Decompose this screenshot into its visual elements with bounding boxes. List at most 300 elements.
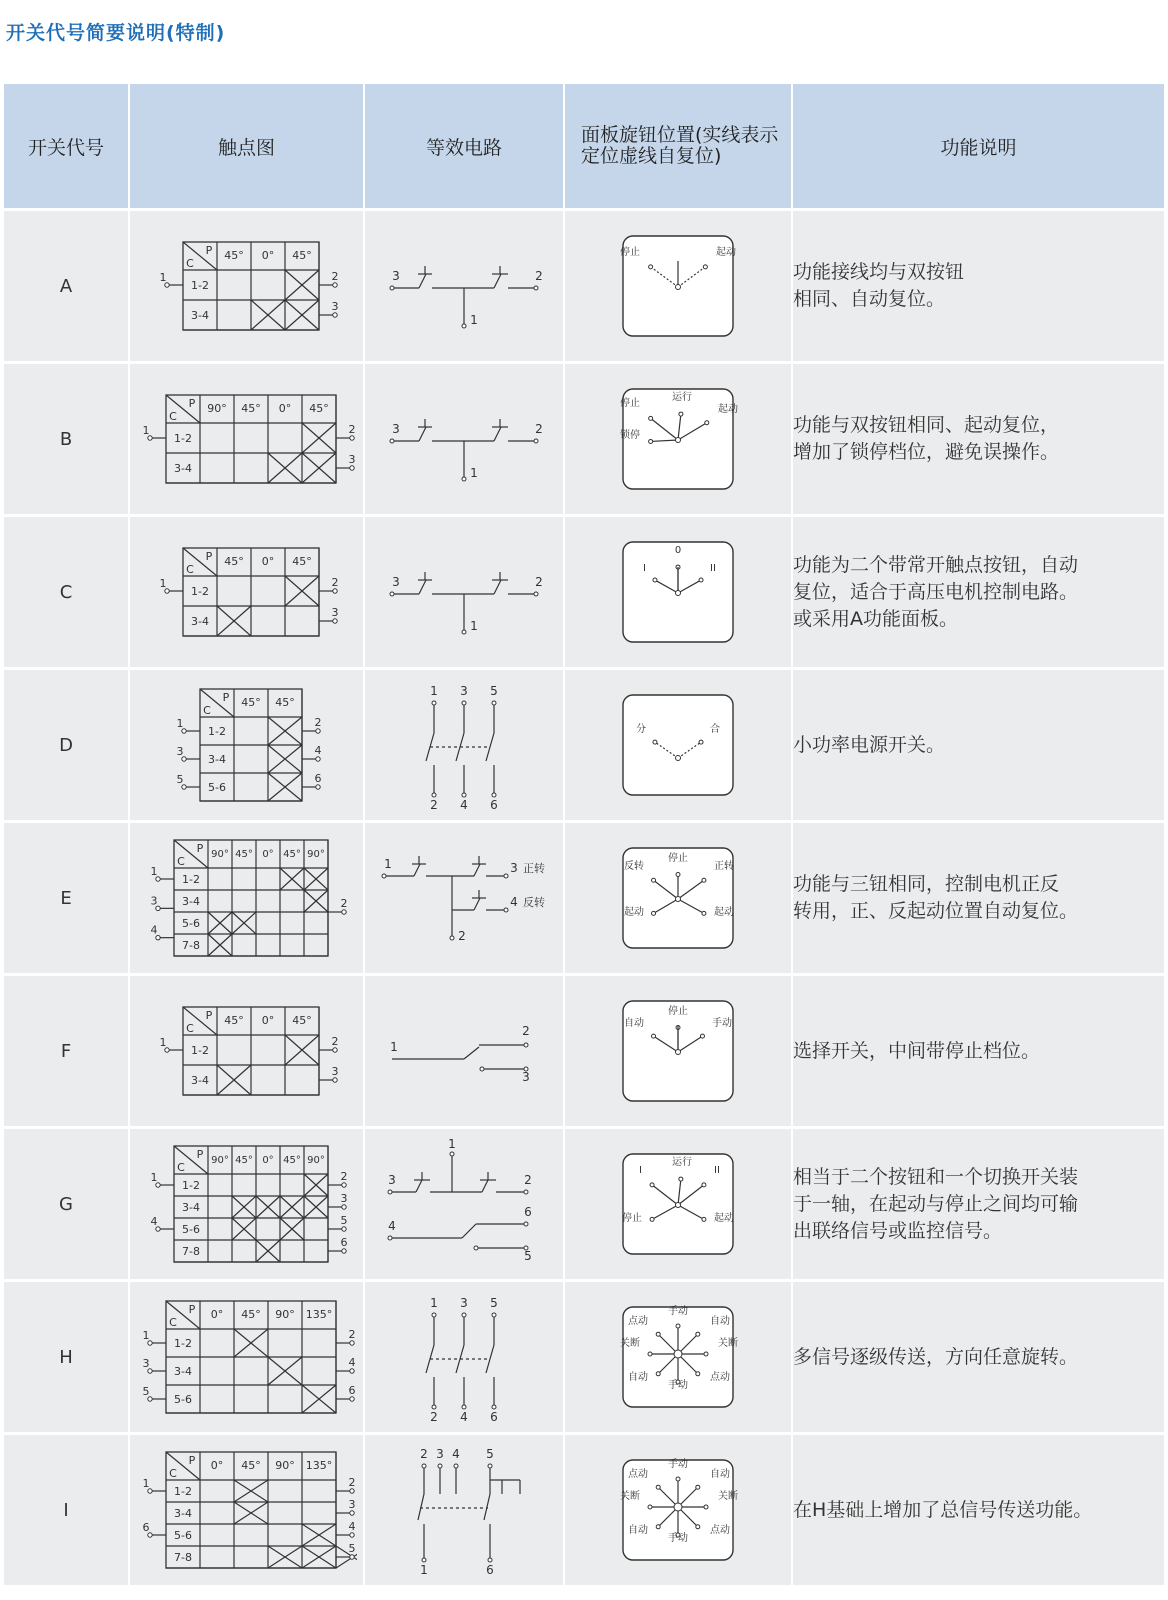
panel-knob-cell	[564, 1281, 792, 1434]
knob-position-label: I	[639, 1165, 642, 1176]
knob-position-label: 0	[674, 545, 682, 556]
c-label: C	[185, 1022, 194, 1035]
function-line: 增加了锁停档位，避免误操作。	[793, 441, 1060, 463]
terminal-label: 6	[340, 1236, 347, 1249]
contact-closed-mark	[268, 453, 302, 483]
row-label: 3-4	[207, 753, 226, 766]
contact-diagram-cell	[129, 1434, 364, 1586]
row-label: 3-4	[173, 1365, 192, 1378]
terminal-label: 2	[535, 269, 543, 283]
knob-position-label: 自动	[628, 1372, 648, 1383]
angle-label: 0°	[261, 555, 274, 568]
terminal-label: 3	[460, 684, 468, 698]
p-label: P	[205, 244, 212, 257]
terminal-label: 4	[150, 1215, 157, 1228]
row-label: 1-2	[181, 1179, 200, 1192]
contact-closed-mark	[285, 1035, 319, 1065]
contact-closed-mark	[256, 1240, 280, 1262]
equivalent-circuit-cell	[364, 669, 564, 822]
terminal-label: 1	[142, 1477, 149, 1490]
terminal-label: 3	[331, 300, 338, 313]
row-label: 1-2	[190, 585, 209, 598]
knob-position-label: 起动	[714, 907, 734, 918]
equivalent-circuit-cell	[364, 975, 564, 1128]
p-label: P	[205, 550, 212, 563]
contact-closed-mark	[302, 1546, 336, 1568]
switch-code: D	[4, 669, 129, 822]
terminal-label: 2	[331, 1035, 338, 1048]
terminal-label: 3	[392, 422, 400, 436]
terminal-label: 3	[392, 269, 400, 283]
equivalent-circuit	[374, 369, 554, 509]
panel-knob-cell	[564, 516, 792, 669]
terminal-label: 1	[448, 1137, 456, 1151]
knob-position-label: 手动	[668, 1380, 688, 1391]
terminal-label: 2	[535, 575, 543, 589]
table-row	[4, 1128, 1164, 1281]
knob-position-label: 自动	[710, 1316, 730, 1327]
knob-position-label: 起动	[714, 1213, 734, 1224]
c-label: C	[202, 704, 211, 717]
contact-closed-mark	[280, 868, 304, 890]
terminal-label: 正转	[523, 862, 545, 875]
header-contact-diagram: 触点图	[129, 84, 364, 210]
terminal-label: 5	[176, 773, 183, 786]
angle-label: 45°	[240, 1459, 261, 1472]
function-line: 或采用A功能面板。	[793, 607, 958, 630]
terminal-label: 3	[348, 1498, 355, 1511]
terminal-label: 3	[388, 1173, 396, 1187]
panel-knob-diagram	[608, 374, 748, 504]
terminal-label: 6	[348, 1384, 355, 1397]
terminal-label: 1	[159, 1036, 166, 1049]
angle-label: 45°	[291, 1014, 312, 1027]
terminal-label: 3	[436, 1447, 444, 1461]
function-line: 功能与双按钮相同、起动复位，	[793, 414, 1060, 436]
contact-closed-mark	[304, 1196, 328, 1218]
terminal-label: 6	[524, 1205, 532, 1219]
terminal-label: 1	[159, 577, 166, 590]
contact-diagram	[137, 1440, 357, 1580]
terminal-label: 1	[420, 1563, 428, 1577]
panel-knob-diagram	[608, 221, 748, 351]
function-description	[792, 822, 1164, 975]
panel-knob-cell	[564, 669, 792, 822]
contact-diagram	[137, 369, 357, 509]
switch-code: B	[4, 363, 129, 516]
page-title: 开关代号简要说明(特制)	[6, 22, 226, 44]
switch-code: F	[4, 975, 129, 1128]
angle-label: 45°	[291, 249, 312, 262]
contact-closed-mark	[217, 1065, 251, 1095]
row-label: 1-2	[173, 1337, 192, 1350]
function-description	[792, 669, 1164, 822]
terminal-label: 6	[486, 1563, 494, 1577]
contact-closed-mark	[232, 1196, 256, 1218]
contact-closed-mark	[232, 912, 256, 934]
equivalent-circuit-cell	[364, 1434, 564, 1586]
contact-diagram	[137, 828, 357, 968]
terminal-label: 4	[460, 1410, 468, 1424]
terminal-label: 1	[150, 1171, 157, 1184]
function-line: 多信号逐级传送，方向任意旋转。	[793, 1345, 1079, 1368]
terminal-label: 1	[384, 857, 392, 871]
terminal-label: 1	[142, 1329, 149, 1342]
terminal-label: 2	[348, 423, 355, 436]
terminal-label: 1	[159, 271, 166, 284]
row-label: 3-4	[181, 895, 200, 908]
contact-closed-mark	[234, 1502, 268, 1524]
table-row	[4, 516, 1164, 669]
terminal-label: 3	[331, 606, 338, 619]
row-label: 1-2	[190, 1044, 209, 1057]
panel-knob-cell	[564, 822, 792, 975]
panel-knob-cell	[564, 975, 792, 1128]
contact-closed-mark	[285, 576, 319, 606]
knob-position-label: 锁停	[620, 430, 640, 441]
terminal-label: 3	[340, 1192, 347, 1205]
terminal-label: 3	[348, 453, 355, 466]
function-line: 转用，正、反起动位置自动复位。	[793, 900, 1079, 922]
equivalent-circuit-cell	[364, 1281, 564, 1434]
contact-closed-mark	[208, 934, 232, 956]
c-label: C	[168, 1316, 177, 1329]
c-label: C	[176, 855, 185, 868]
p-label: P	[188, 1454, 195, 1467]
terminal-label: 1	[176, 717, 183, 730]
row-label: 1-2	[181, 873, 200, 886]
table-row	[4, 1434, 1164, 1586]
panel-knob-cell	[564, 1434, 792, 1586]
knob-position-label: II	[714, 1165, 720, 1176]
terminal-label: 4	[452, 1447, 460, 1461]
equivalent-circuit-cell	[364, 1128, 564, 1281]
function-line: 功能为二个带常开触点按钮，自动	[793, 553, 1079, 576]
contact-diagram	[137, 216, 357, 356]
switch-code-table	[4, 84, 1164, 1585]
contact-diagram	[137, 522, 357, 662]
knob-position-label: 关断	[620, 1491, 640, 1502]
function-description	[792, 1434, 1164, 1586]
terminal-label: 3	[392, 575, 400, 589]
contact-closed-mark	[268, 773, 302, 801]
equivalent-circuit	[374, 216, 554, 356]
panel-knob-diagram	[608, 1139, 748, 1269]
terminal-label: 3	[150, 894, 157, 908]
p-label: P	[196, 842, 203, 855]
contact-closed-mark	[304, 890, 328, 912]
terminal-label: 1	[150, 865, 157, 878]
terminal-label: 5	[524, 1249, 532, 1263]
terminal-label: 1	[430, 684, 438, 698]
contact-diagram	[137, 1134, 357, 1274]
angle-label: 45°	[274, 696, 295, 709]
p-label: P	[222, 691, 229, 704]
table-row	[4, 975, 1164, 1128]
function-line: 功能接线均与双按钮	[793, 261, 965, 283]
switch-code: C	[4, 516, 129, 669]
contact-diagram-cell	[129, 975, 364, 1128]
contact-diagram-cell	[129, 516, 364, 669]
panel-knob-diagram	[608, 527, 748, 657]
row-label: 3-4	[181, 1201, 200, 1214]
angle-label: 45°	[223, 555, 244, 568]
angle-label: 135°	[305, 1459, 332, 1472]
knob-position-label: 自动	[624, 1018, 644, 1029]
terminal-label: 6	[490, 798, 498, 812]
contact-diagram-cell	[129, 1281, 364, 1434]
table-row	[4, 1281, 1164, 1434]
terminal-label: 1	[430, 1296, 438, 1310]
panel-knob-cell	[564, 210, 792, 363]
panel-knob-diagram	[608, 1445, 748, 1575]
terminal-label: 5	[490, 684, 498, 698]
terminal-label: 2	[348, 1476, 355, 1489]
table-row	[4, 669, 1164, 822]
function-line: 小功率电源开关。	[793, 733, 946, 756]
angle-label: 90°	[274, 1308, 295, 1321]
angle-label: 0°	[261, 249, 274, 262]
angle-label: 45°	[308, 402, 329, 415]
panel-knob-cell	[564, 363, 792, 516]
angle-label: 90°	[274, 1459, 295, 1472]
row-label: 5-6	[181, 1223, 200, 1236]
function-line: 选择开关，中间带停止档位。	[793, 1039, 1041, 1062]
terminal-label: 1	[470, 313, 478, 327]
switch-code: H	[4, 1281, 129, 1434]
angle-label: 0°	[210, 1459, 223, 1472]
terminal-label: 2	[420, 1447, 428, 1461]
c-label: C	[185, 563, 194, 576]
terminal-label: 1	[142, 424, 149, 437]
knob-position-label: 点动	[628, 1469, 648, 1480]
function-line: 于一轴，在起动与停止之间均可输	[793, 1192, 1079, 1215]
function-line: 相同、自动复位。	[793, 288, 946, 310]
knob-position-label: 点动	[710, 1372, 730, 1383]
terminal-label: 6	[490, 1410, 498, 1424]
angle-label: 135°	[305, 1308, 332, 1321]
contact-closed-mark	[268, 717, 302, 745]
contact-diagram	[137, 1287, 357, 1427]
terminal-label: 5	[142, 1385, 149, 1398]
knob-position-label: 关断	[718, 1338, 738, 1349]
row-label: 7-8	[173, 1551, 192, 1564]
angle-label: 90°	[210, 849, 229, 860]
panel-knob-diagram	[608, 1292, 748, 1422]
knob-position-label: 正转	[714, 861, 734, 872]
knob-position-label: 手动	[668, 1459, 688, 1470]
terminal-label: 5	[348, 1542, 355, 1555]
function-line: 复位，适合于高压电机控制电路。	[793, 580, 1079, 603]
row-label: 5-6	[173, 1393, 192, 1406]
knob-position-label: 自动	[710, 1469, 730, 1480]
terminal-label: 6	[142, 1521, 149, 1534]
function-description	[792, 516, 1164, 669]
terminal-label: 3	[142, 1357, 149, 1370]
contact-diagram-cell	[129, 669, 364, 822]
knob-position-label: 关断	[620, 1338, 640, 1349]
contact-closed-mark	[285, 300, 319, 330]
function-description	[792, 210, 1164, 363]
knob-position-label: 起动	[624, 907, 644, 918]
knob-panel-frame	[623, 695, 733, 795]
equivalent-circuit-cell	[364, 516, 564, 669]
knob-position-label: I	[643, 563, 646, 574]
function-description	[792, 1281, 1164, 1434]
knob-position-label: 停止	[622, 1213, 642, 1224]
angle-label: 45°	[282, 1155, 301, 1166]
terminal-label: 3	[460, 1296, 468, 1310]
terminal-label: 5	[490, 1296, 498, 1310]
switch-code: I	[4, 1434, 129, 1586]
c-label: C	[168, 1467, 177, 1480]
angle-label: 90°	[306, 849, 325, 860]
contact-closed-mark	[304, 1174, 328, 1196]
panel-knob-diagram	[608, 680, 748, 810]
contact-closed-mark	[302, 453, 336, 483]
panel-knob-diagram	[608, 986, 748, 1116]
terminal-label: 3	[522, 1070, 530, 1084]
row-label: 5-6	[181, 917, 200, 930]
terminal-label: 2	[458, 929, 466, 943]
angle-label: 0°	[261, 849, 274, 860]
contact-closed-mark	[268, 1357, 302, 1385]
row-label: 3-4	[173, 462, 192, 475]
knob-position-label: 反转	[624, 861, 644, 872]
equivalent-circuit-cell	[364, 210, 564, 363]
table-row	[4, 210, 1164, 363]
equivalent-circuit	[374, 1287, 554, 1427]
row-label: 1-2	[190, 279, 209, 292]
angle-label: 0°	[278, 402, 291, 415]
function-description	[792, 1128, 1164, 1281]
knob-position-label: 运行	[672, 392, 692, 403]
function-description	[792, 975, 1164, 1128]
contact-closed-mark	[268, 1546, 302, 1568]
contact-diagram-cell	[129, 363, 364, 516]
function-line: 功能与三钮相同，控制电机正反	[793, 873, 1060, 895]
angle-label: 0°	[261, 1155, 274, 1166]
row-label: 5-6	[207, 781, 226, 794]
terminal-label: 2	[348, 1328, 355, 1341]
p-label: P	[196, 1148, 203, 1161]
terminal-label: 3	[331, 1065, 338, 1078]
p-label: P	[205, 1009, 212, 1022]
contact-closed-mark	[268, 745, 302, 773]
terminal-label: 5	[486, 1447, 494, 1461]
contact-closed-mark	[304, 868, 328, 890]
header-code: 开关代号	[4, 84, 129, 210]
contact-closed-mark	[302, 1385, 336, 1413]
terminal-label: 3	[176, 745, 183, 758]
header-equivalent-circuit: 等效电路	[364, 84, 564, 210]
terminal-label: 反转	[523, 896, 545, 909]
p-label: P	[188, 397, 195, 410]
switch-code: A	[4, 210, 129, 363]
knob-position-label: 关断	[718, 1491, 738, 1502]
angle-label: 45°	[240, 696, 261, 709]
contact-closed-mark	[234, 1480, 268, 1502]
terminal-label: 2	[522, 1024, 530, 1038]
terminal-label: 4	[314, 744, 321, 757]
knob-position-label: 点动	[710, 1525, 730, 1536]
knob-position-label: 合	[710, 724, 720, 735]
terminal-label: 4	[150, 923, 157, 937]
row-label: 3-4	[190, 615, 209, 628]
knob-position-label: 点动	[628, 1316, 648, 1327]
terminal-label: 2	[340, 897, 347, 910]
knob-position-label: 手动	[712, 1018, 732, 1029]
terminal-label: 4	[510, 895, 518, 909]
equivalent-circuit	[374, 1440, 554, 1580]
row-label: 3-4	[190, 309, 209, 322]
terminal-label: 2	[524, 1173, 532, 1187]
angle-label: 45°	[240, 402, 261, 415]
contact-diagram-cell	[129, 210, 364, 363]
equivalent-circuit	[374, 981, 554, 1121]
contact-closed-mark	[302, 1524, 336, 1546]
contact-diagram-cell	[129, 822, 364, 975]
terminal-label: 2	[331, 270, 338, 283]
angle-label: 45°	[223, 249, 244, 262]
terminal-label: 4	[388, 1219, 396, 1233]
terminal-label: 6	[314, 772, 321, 785]
terminal-label: 4	[460, 798, 468, 812]
terminal-label: 2	[535, 422, 543, 436]
contact-diagram-cell	[129, 1128, 364, 1281]
terminal-label: 4	[348, 1520, 355, 1533]
knob-position-label: 起动	[718, 404, 738, 415]
contact-closed-mark	[234, 1329, 268, 1357]
row-label: 1-2	[173, 432, 192, 445]
function-line: 出联络信号或监控信号。	[793, 1219, 1003, 1242]
terminal-label: 1	[390, 1040, 398, 1054]
contact-closed-mark	[232, 1218, 256, 1240]
row-label: 3-4	[173, 1507, 192, 1520]
terminal-label: 2	[340, 1170, 347, 1183]
angle-label: 45°	[282, 849, 301, 860]
knob-position-label: 运行	[672, 1157, 692, 1168]
contact-diagram	[137, 981, 357, 1121]
angle-label: 90°	[306, 1155, 325, 1166]
knob-position-label: 停止	[668, 1006, 688, 1017]
c-label: C	[185, 257, 194, 270]
angle-label: 45°	[234, 849, 253, 860]
contact-closed-mark	[280, 1218, 304, 1240]
knob-position-label: 手动	[668, 1306, 688, 1317]
knob-position-label: 手动	[668, 1533, 688, 1544]
terminal-label: 2	[430, 798, 438, 812]
angle-label: 0°	[261, 1014, 274, 1027]
contact-closed-mark	[302, 423, 336, 453]
contact-closed-mark	[280, 1196, 304, 1218]
contact-closed-mark	[208, 912, 232, 934]
table-row	[4, 363, 1164, 516]
knob-position-label: 停止	[668, 853, 688, 864]
switch-code: G	[4, 1128, 129, 1281]
panel-knob-cell	[564, 1128, 792, 1281]
knob-position-label: 分	[636, 724, 646, 735]
angle-label: 90°	[206, 402, 227, 415]
header-function: 功能说明	[792, 84, 1164, 210]
equivalent-circuit	[374, 1134, 554, 1274]
angle-label: 45°	[223, 1014, 244, 1027]
equivalent-circuit	[374, 675, 554, 815]
panel-knob-diagram	[608, 833, 748, 963]
terminal-label: 3	[510, 861, 518, 875]
contact-closed-mark	[251, 300, 285, 330]
terminal-label: 4	[348, 1356, 355, 1369]
